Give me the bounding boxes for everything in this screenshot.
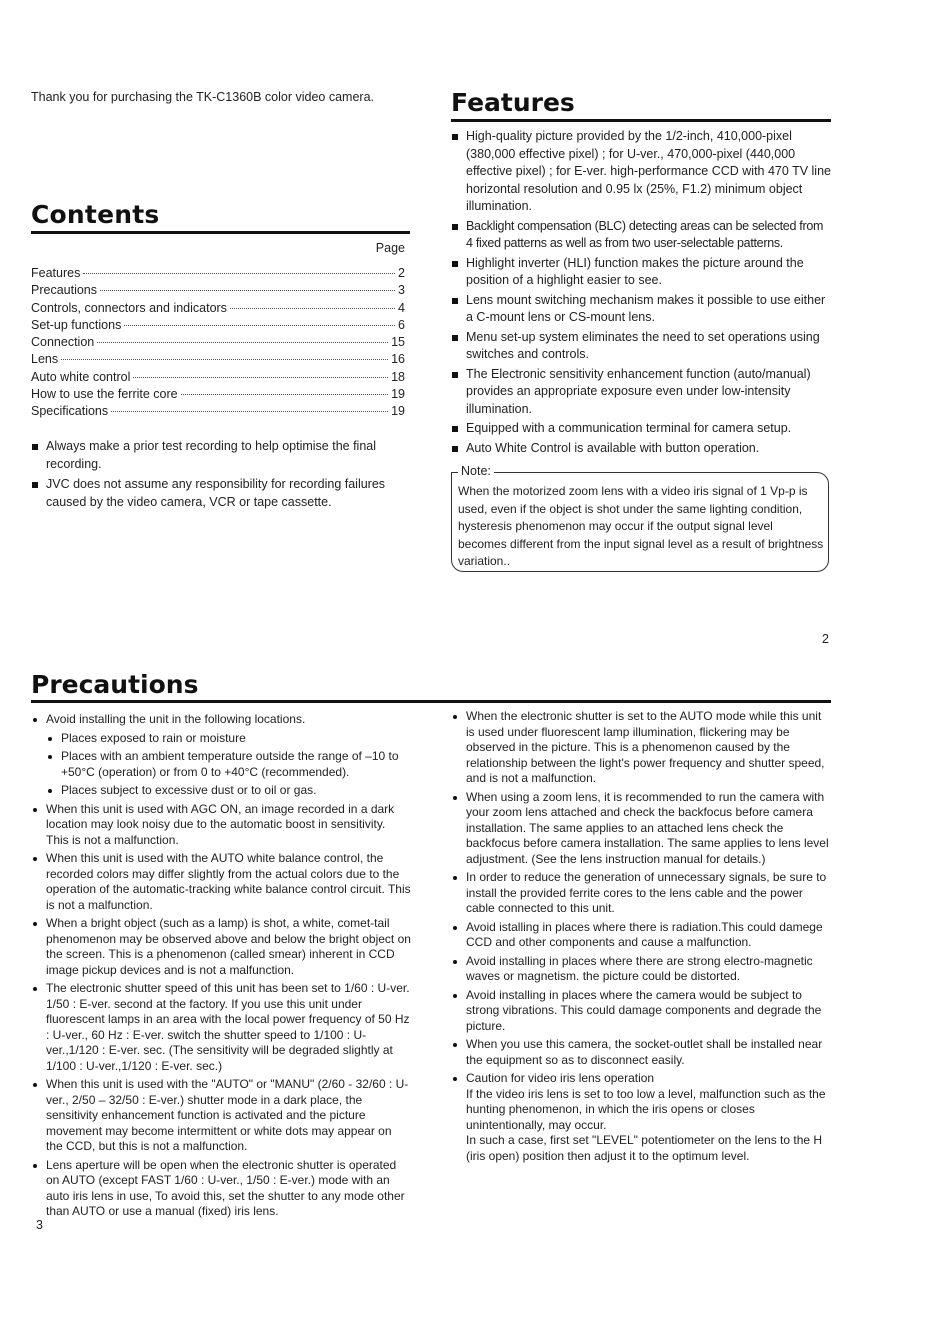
precaution-item (451, 870, 833, 917)
note-box (451, 464, 829, 572)
toc-entry-label: Features (31, 266, 81, 280)
page-number-right: 2 (822, 632, 829, 646)
feature-item-text: The Electronic sensitivity enhancement function (auto/manual) provides an appropriate exposure even under low-intensity illumination. (466, 366, 811, 416)
precaution-subitem-text: Places subject to excessive dust or to oil or gas. (61, 783, 317, 797)
precaution-sublist (46, 731, 411, 799)
toc-entry-page: 18 (391, 369, 405, 384)
precaution-text: In order to reduce the generation of unnecessary signals, be sure to install the provided ferrite cores to the lens cable and the power cable connected to this unit. (466, 870, 827, 915)
note-item (31, 438, 411, 473)
toc-leader-dots (111, 411, 388, 412)
toc-entry (31, 387, 405, 404)
square-bullet-icon (452, 426, 458, 432)
precaution-subitem-text: Places exposed to rain or moisture (61, 730, 246, 745)
contents-title: Contents (31, 200, 160, 229)
note-item (31, 476, 411, 511)
round-bullet-icon (453, 1077, 457, 1081)
square-bullet-icon (452, 134, 458, 140)
square-bullet-icon (32, 482, 38, 488)
round-bullet-icon (453, 1043, 457, 1047)
precaution-text: Caution for video iris lens operation (466, 1071, 655, 1085)
round-bullet-icon (33, 1083, 37, 1087)
toc-entry-label: Specifications (31, 404, 109, 419)
round-bullet-icon (33, 808, 37, 812)
square-bullet-icon (452, 224, 458, 230)
precaution-item (451, 1037, 833, 1068)
round-bullet-icon (48, 755, 52, 759)
note-item-text: Always make a prior test recording to help optimise the final recording. (46, 439, 377, 471)
toc-leader-dots (100, 290, 395, 291)
toc-leader-dots (124, 325, 395, 326)
precautions-title: Precautions (31, 670, 199, 699)
feature-item-text: Backlight compensation (BLC) detecting areas can be selected from 4 fixed patterns as well as from two user-selectable patterns. (466, 218, 824, 250)
feature-item (451, 255, 831, 290)
precaution-extra-text: In such a case, first set "LEVEL" potentiometer on the lens to the H (iris open) position then adjust it to the optimum level. (466, 1133, 823, 1163)
toc-entry-page: 6 (398, 317, 405, 332)
round-bullet-icon (33, 922, 37, 926)
toc-leader-dots (133, 377, 388, 378)
round-bullet-icon (453, 796, 457, 800)
precaution-text: Avoid istalling in places where there is radiation.This could damege CCD and other components and cause a malfunction. (466, 919, 823, 949)
toc-entry-page: 19 (391, 404, 405, 419)
toc-leader-dots (97, 342, 388, 343)
precaution-item (31, 712, 411, 799)
round-bullet-icon (453, 994, 457, 998)
round-bullet-icon (33, 1164, 37, 1168)
square-bullet-icon (452, 261, 458, 267)
feature-item (451, 366, 831, 419)
precaution-text: When you use this camera, the socket-outlet shall be installed near the equipment so as to disconnect easily. (466, 1037, 823, 1067)
toc-entry-label: Connection (31, 335, 95, 350)
precaution-item (31, 916, 411, 978)
toc-entry (31, 283, 405, 300)
precaution-subitem-text: Places with an ambient temperature outside the range of –10 to +50°C (operation) or from 0 to +40°C (recommended). (61, 749, 399, 779)
toc-entry (31, 266, 405, 283)
toc-entry-label: Set-up functions (31, 317, 122, 332)
feature-item (451, 329, 831, 364)
precaution-item (451, 790, 833, 868)
toc-entry (31, 370, 405, 387)
toc-leader-dots (181, 394, 388, 395)
precaution-text: When this unit is used with the "AUTO" or "MANU" (2/60 - 32/60 : U-ver., 2/50 – 32/50 : E-ver.) shutter mode in a dark place, the sensitivity enhancement function is activated and the picture movement may become intermittent or white dots may appear on the CCD, but this is not a malfunction. (46, 1077, 409, 1153)
square-bullet-icon (452, 446, 458, 452)
feature-item-text: Auto White Control is available with button operation. (466, 440, 760, 455)
feature-item (451, 128, 831, 216)
toc-page-header: Page (375, 241, 405, 255)
round-bullet-icon (453, 926, 457, 930)
precaution-text: The electronic shutter speed of this unit has been set to 1/60 : U-ver. 1/50 : E-ver. second at the factory. If you use this unit under fluorescent lamps in an area with the local power frequency of 50 Hz : U-ver., 60 Hz : E-ver. switch the shutter speed to 1/100 : U-ver.,1/120 : E-ver. sec. (The sensitivity will be degraded slightly at 1/100 : U-ver.,1/120 : E-ver. sec.) (46, 981, 410, 1073)
round-bullet-icon (33, 987, 37, 991)
toc-entry-page: 4 (398, 300, 405, 315)
toc-entry-page: 16 (391, 352, 405, 367)
precaution-item (451, 920, 833, 951)
precaution-item (451, 709, 833, 787)
precaution-extra-text: If the video iris lens is set to too low a level, malfunction such as the hunting phenomenon, in which the iris opens or closes unintentionally, may occur. (466, 1086, 826, 1132)
toc-entry-page: 19 (391, 387, 405, 402)
precaution-item (31, 981, 411, 1074)
toc-leader-dots (230, 308, 395, 309)
precaution-text: Lens aperture will be open when the electronic shutter is operated on AUTO (except FAST 1/60 : U-ver., 1/50 : E-ver.) mode with an auto iris lens in use, To avoid this, set the shutter to any mode other than AUTO or use a manual (fixed) iris lens. (46, 1157, 405, 1218)
precaution-subitem (46, 731, 411, 747)
toc-leader-dots (83, 273, 395, 274)
toc-entry-page: 2 (398, 266, 405, 280)
toc-entry (31, 301, 405, 318)
note-item-text: JVC does not assume any responsibility for recording failures caused by the video camera, VCR or tape cassette. (46, 477, 386, 509)
toc-entry (31, 404, 405, 421)
round-bullet-icon (453, 715, 457, 719)
page-number-left: 3 (36, 1218, 43, 1232)
square-bullet-icon (452, 298, 458, 304)
precaution-text: When using a zoom lens, it is recommended to run the camera with your zoom lens attached and check the backfocus before camera installation. The same applies to an attached lens check the backfocus before camera installation. The same applies to lens level adjustment. (See the lens instruction manual for details.) (466, 789, 829, 866)
feature-item (451, 292, 831, 327)
features-title: Features (451, 88, 575, 117)
square-bullet-icon (452, 372, 458, 378)
feature-item-text: High-quality picture provided by the 1/2-inch, 410,000-pixel (380,000 effective pixel) ; for U-ver., 470,000-pixel (440,000 effective pixel) ; for E-ver. high-performance CCD with 470 TV line horizontal resolution and 0.95 lx (25%, F1.2) minimum object illumination. (466, 129, 831, 213)
feature-item-text: Lens mount switching mechanism makes it possible to use either a C-mount lens or CS-mount lens. (466, 292, 826, 324)
precautions-left-list (31, 712, 411, 1223)
precaution-item (451, 988, 833, 1035)
precaution-text: When the electronic shutter is set to the AUTO mode while this unit is used under fluorescent lamp illumination, flickering may be observed in the picture. This is a phenomenon caused by the relationship between the light's power frequency and shutter speed, and is not a malfunction. (466, 709, 825, 785)
round-bullet-icon (453, 960, 457, 964)
feature-item (451, 218, 831, 253)
precaution-text: Avoid installing in places where there are strong electro-magnetic waves or magnetism. the picture could be distorted. (466, 953, 813, 983)
feature-item (451, 440, 831, 458)
precautions-right-list (451, 709, 833, 1167)
features-list (451, 128, 831, 459)
precaution-text: When this unit is used with the AUTO white balance control, the recorded colors may differ slightly from the actual colors due to the operation of the automatic-tracking white balance control circuit. This is not a malfunction. (46, 851, 411, 912)
contents-rule (31, 231, 410, 234)
precaution-item (31, 851, 411, 913)
toc-entry (31, 318, 405, 335)
precaution-text: Avoid installing the unit in the following locations. (46, 712, 306, 726)
feature-item-text: Highlight inverter (HLI) function makes the picture around the position of a highlight easier to see. (466, 255, 804, 287)
round-bullet-icon (48, 789, 52, 793)
precaution-subitem (46, 783, 411, 799)
table-of-contents (31, 266, 405, 422)
toc-entry (31, 352, 405, 369)
precaution-text: When a bright object (such as a lamp) is shot, a white, comet-tail phenomenon may be observed above and below the bright object on the screen. This is a phenomenon (called smear) inherent in CCD image pickup devices and is not a malfunction. (46, 916, 411, 977)
square-bullet-icon (32, 444, 38, 450)
note-text: When the motorized zoom lens with a video iris signal of 1 Vp-p is used, even if the object is shot under the same lighting condition, hysteresis phenomenon may occur if the output signal level becomes different from the input signal level as a result of brightness variation.. (458, 484, 824, 568)
precaution-subitem (46, 749, 411, 780)
round-bullet-icon (33, 718, 37, 722)
precaution-text: Avoid installing in places where the camera would be subject to strong vibrations. This could damage components and degrade the picture. (466, 987, 822, 1033)
round-bullet-icon (33, 857, 37, 861)
precautions-rule (31, 700, 831, 703)
toc-entry-label: How to use the ferrite core (31, 387, 178, 402)
square-bullet-icon (452, 335, 458, 341)
precaution-item (451, 1071, 833, 1164)
contents-notes (31, 438, 411, 514)
precaution-item (451, 954, 833, 985)
toc-leader-dots (61, 359, 388, 360)
round-bullet-icon (48, 737, 52, 741)
precaution-text: When this unit is used with AGC ON, an image recorded in a dark location may look noisy due to the automatic boost in sensitivity. This is not a malfunction. (46, 801, 395, 847)
precaution-item (31, 1158, 411, 1220)
note-label: Note: (458, 464, 494, 478)
round-bullet-icon (453, 876, 457, 880)
toc-entry-page: 15 (391, 335, 405, 350)
toc-entry-page: 3 (398, 283, 405, 298)
feature-item-text: Equipped with a communication terminal for camera setup. (466, 421, 792, 435)
toc-entry-label: Auto white control (31, 369, 131, 384)
precaution-item (31, 802, 411, 849)
toc-entry-label: Controls, connectors and indicators (31, 300, 227, 315)
toc-entry-label: Precautions (31, 283, 98, 298)
intro-text: Thank you for purchasing the TK-C1360B color video camera. (31, 90, 375, 104)
features-rule (451, 119, 831, 122)
feature-item-text: Menu set-up system eliminates the need to set operations using switches and controls. (466, 329, 820, 361)
precaution-item (31, 1077, 411, 1155)
feature-item (451, 420, 831, 438)
toc-entry (31, 335, 405, 352)
toc-entry-label: Lens (31, 352, 59, 367)
